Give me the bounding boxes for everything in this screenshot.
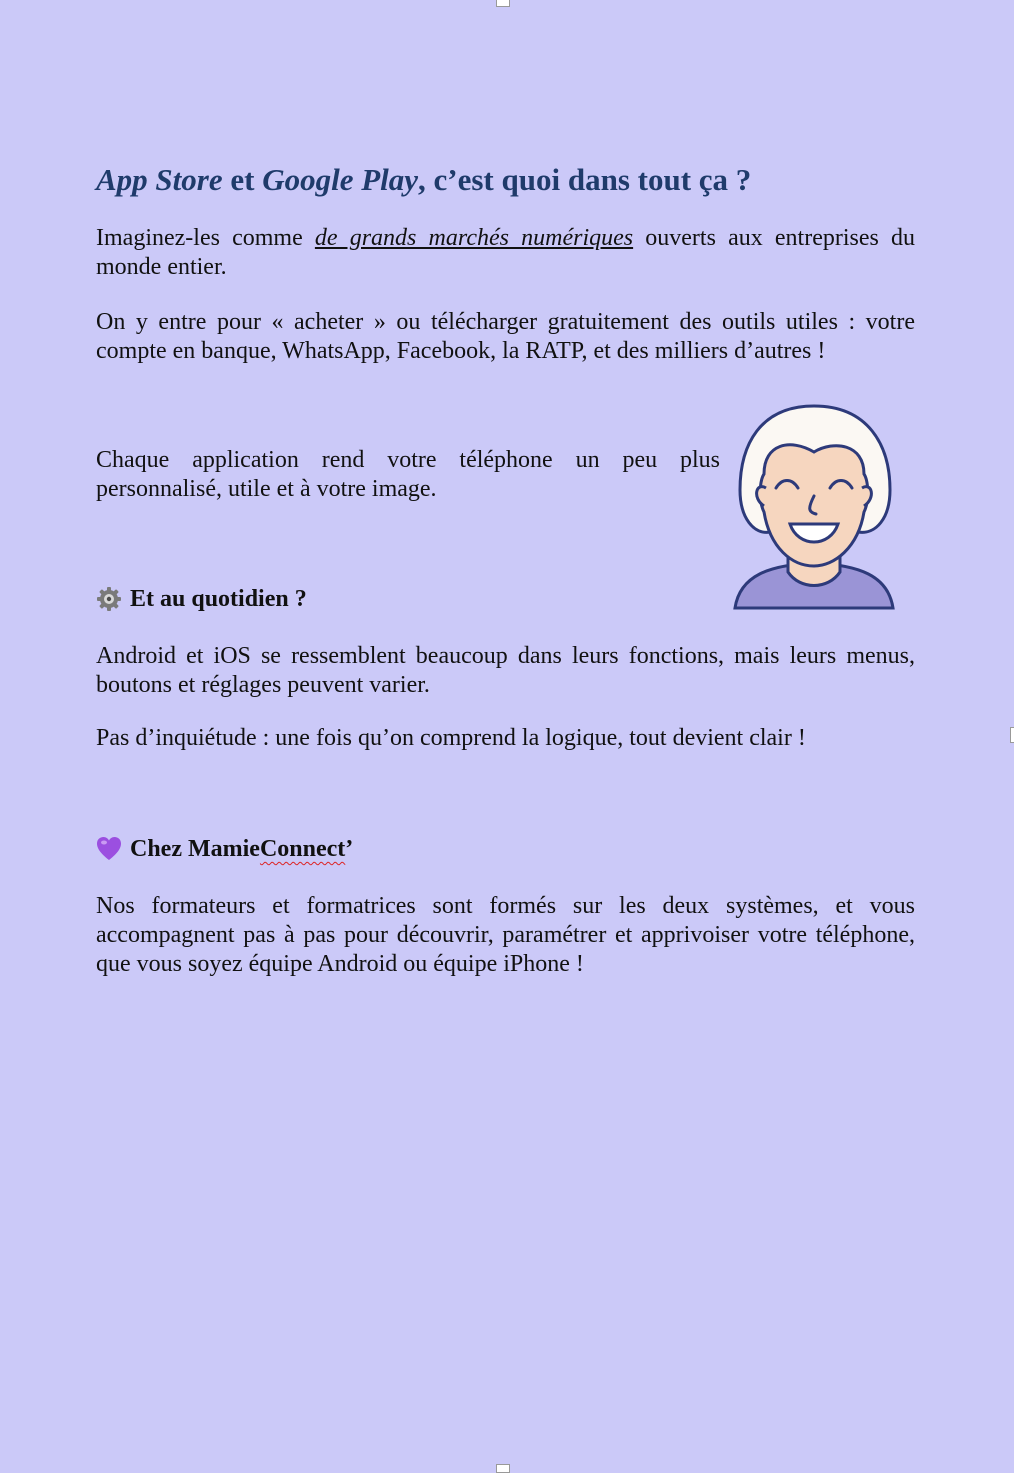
gear-icon xyxy=(96,586,122,612)
resize-handle-bottom[interactable] xyxy=(496,1464,510,1473)
title-connector: et xyxy=(222,162,263,197)
spellcheck-word[interactable]: Connect xyxy=(259,836,346,862)
paragraph-markets: Imaginez-les comme de grands marchés numériques ouverts aux entreprises du monde entier. xyxy=(96,225,915,280)
grandma-avatar xyxy=(730,400,898,612)
paragraph-reassurance: Pas d’inquiétude : une fois qu’on comprend la logique, tout devient clair ! xyxy=(96,725,806,751)
title-google-play: Google Play xyxy=(262,162,419,197)
title-question: , c’est quoi dans tout ça ? xyxy=(418,162,752,197)
emphasis-markets: de grands marchés numériques xyxy=(314,225,634,251)
paragraph-tools: On y entre pour « acheter » ou télécharger gratuitement des outils utiles : votre compte en banque, WhatsApp, Facebook, la RATP, et des milliers d’autres ! xyxy=(96,309,915,364)
heading-daily xyxy=(96,584,307,614)
paragraph-personalized: Chaque application rend votre téléphone un peu plus personnalisé, utile et à votre image. xyxy=(96,447,720,502)
purple-heart-icon xyxy=(96,836,122,862)
paragraph-trainers: Nos formateurs et formatrices sont formés sur les deux systèmes, et vous accompagnent pas à pas pour découvrir, paramétrer et apprivoiser votre téléphone, que vous soyez équipe Android ou équipe iPhone ! xyxy=(96,893,915,977)
resize-handle-right[interactable] xyxy=(1010,727,1014,743)
page-title xyxy=(96,160,926,200)
title-app-store: App Store xyxy=(96,162,223,197)
resize-handle-top[interactable] xyxy=(496,0,510,7)
heading-daily-text: Et au quotidien ? xyxy=(130,586,307,612)
heading-mamie-connect: Chez Mamie Connect ’ xyxy=(96,834,353,864)
paragraph-android-ios: Android et iOS se ressemblent beaucoup dans leurs fonctions, mais leurs menus, boutons et réglages peuvent varier. xyxy=(96,643,915,698)
